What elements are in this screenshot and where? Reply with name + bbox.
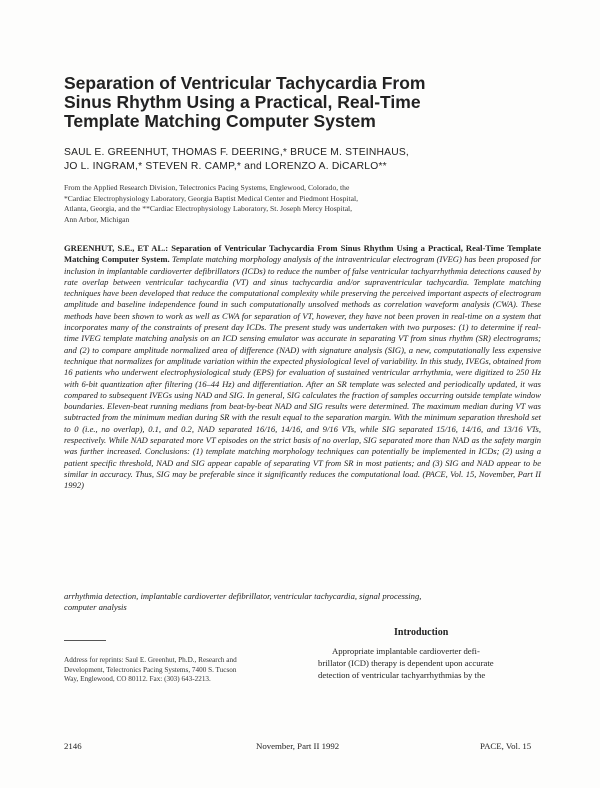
intro-line: Appropriate implantable cardioverter defi- xyxy=(332,646,480,656)
footnote-line: Development, Telectronics Pacing Systems, 7400 S. Tucson xyxy=(64,665,237,674)
author-list xyxy=(64,146,544,174)
affiliations xyxy=(64,183,544,225)
keywords-line: computer analysis xyxy=(64,602,127,613)
affiliation-line: From the Applied Research Division, Telectronics Pacing Systems, Englewood, Colorado, the xyxy=(64,183,350,192)
abstract-heading: GREENHUT, S.E., ET AL.: Separation of Ventricular Tachycardia From Sinus Rhythm Using a Practical, Real-Time Template Matching Computer System. xyxy=(64,243,541,265)
issue-date: November, Part II 1992 xyxy=(256,741,340,751)
introduction-text xyxy=(318,645,544,681)
keywords xyxy=(64,591,544,614)
title-line: Template Matching Computer System xyxy=(64,111,376,131)
footnote-divider xyxy=(64,640,106,641)
reprint-footnote xyxy=(64,656,304,685)
footnote-line: Way, Englewood, CO 80112. Fax: (303) 643-2213. xyxy=(64,675,211,684)
footnote-line: Address for reprints: Saul E. Greenhut, Ph.D., Research and xyxy=(64,656,237,664)
affiliation-line: Atlanta, Georgia, and the **Cardiac Electrophysiology Laboratory, St. Joseph Mercy Hospital, xyxy=(64,204,353,214)
title-line: Separation of Ventricular Tachycardia From xyxy=(64,73,426,93)
title-line: Sinus Rhythm Using a Practical, Real-Time xyxy=(64,92,421,112)
author-line: SAUL E. GREENHUT, THOMAS F. DEERING,* BRUCE M. STEINHAUS, xyxy=(64,147,409,158)
page-number: 2146 xyxy=(64,741,82,751)
affiliation-line: Ann Arbor, Michigan xyxy=(64,214,130,224)
abstract-body: Template matching morphology analysis of the intraventricular electrogram (IVEG) has been proposed for inclusion in implantable cardioverter defibrillators (ICDs) to reduce the number of false ventricular tachyarrhythmia detections caused by rate overlap between ventricular tachycardia (VT) and sinus tachycardia and/or supraventricular tachycardia. Template matching techniques have been developed that reduce the computational complexity while preserving the perceived important aspects of electrogram amplitude and baseline independence found in such computationally unsolved methods as correlation waveform analysis (CWA). These methods have been shown to work as well as CWA for separation of VT, however, they have not been proven in real-time on a system that incorporates many of the constraints of present day ICDs. The present study was undertaken with two purposes: (1) to determine if real-time IVEG template matching analysis on an ICD sensing emulator was accurate in separating VT from sinus rhythm (SR) electrograms; and (2) to compare amplitude normalized area of difference (NAD) with signature analysis (SIG), a new, computationally less expensive technique that normalizes for amplitude variation within the expected physiological level of variability. In this study, IVEGs, obtained from 16 patients who underwent electrophysiological study (EPS) for evaluation of sustained ventricular arrhythmia, were digitized to 250 Hz with 6-bit quantization after filtering (16–44 Hz) and differentiation. After an SR template was selected and periodically updated, it was compared to subsequent IVEGs using NAD and SIG. In general, SIG calculates the fraction of samples occurring outside template window boundaries. Eleven-beat running medians from beat-by-beat NAD and SIG results were determined. The maximum median during VT was subtracted from the minimum median during SR with the result equal to the separation margin. With the minimum separation threshold set to 0 (i.e., no overlap), 0.1, and 0.2, NAD separated 16/16, 14/16, and 9/16 VTs, while SIG separated 15/16, 14/16, and 13/16 VTs, respectively. While NAD separated more VT episodes on the strict basis of no overlap, SIG separated more than NAD as the safety margin was further increased. Conclusions: (1) template matching morphology techniques can potentially be implemented in ICDs; (2) using a patient specific threshold, NAD and SIG appear capable of separating VT from SR in most patients; and (3) SIG and NAD appear to be similar in accuracy. Thus, SIG may be preferable since it significantly reduces the computational load. (PACE, Vol. 15, November, Part II 1992) xyxy=(64,254,541,491)
affiliation-line: *Cardiac Electrophysiology Laboratory, Georgia Baptist Medical Center and Piedmont Hospital, xyxy=(64,193,358,203)
intro-line: detection of ventricular tachyarrhythmias by the xyxy=(318,670,486,680)
keywords-line: arrhythmia detection, implantable cardioverter defibrillator, ventricular tachycardia, signal processing, xyxy=(64,591,422,601)
journal-volume: PACE, Vol. 15 xyxy=(480,741,532,751)
author-line: JO L. INGRAM,* STEVEN R. CAMP,* and LORENZO A. DiCARLO** xyxy=(64,161,387,172)
introduction-heading: Introduction xyxy=(394,627,449,638)
abstract xyxy=(64,243,541,492)
article-title xyxy=(64,74,544,131)
intro-line: brillator (ICD) therapy is dependent upon accurate xyxy=(318,658,494,668)
